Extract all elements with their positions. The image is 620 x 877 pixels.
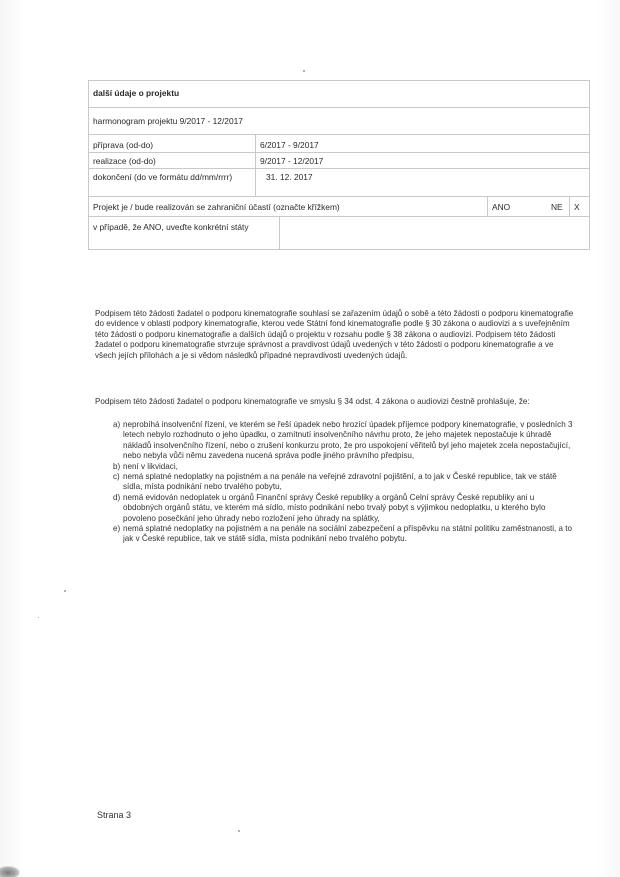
list-item	[95, 524, 575, 545]
list-item-text: nemá evidován nedoplatek u orgánů Finanční správy České republiky a orgánů Celní správy České republiky ani u obdobných orgánů státu, ve kterém má sídlo, místo podnikání nebo trvalý pobyt s výjimkou nedoplatku, u kterého bylo povoleno posečkání jeho úhrady nebo rozložení jeho úhrady na splátky,	[123, 492, 546, 523]
list-item	[95, 472, 575, 493]
list-item	[95, 420, 575, 462]
consent-paragraph: Podpisem této žádosti žadatel o podporu kinematografie souhlasí se zařazením údajů o sobě a této žádosti o podporu kinematografie do evidence v oblasti podpory kinematografie, kterou vede Státní fond kinematografie podle § 30 zákona o audiovizi a s uveřejněním této žádosti o podporu kinematografie a dalších údajů o projektu v rozsahu podle § 38 zákona o audiovizi. Podpisem této žádosti žadatel o podporu kinematografie stvrzuje správnost a pravdivost údajů uvedených v této žádosti o podporu kinematografie a ve všech jejích přílohách a je si vědom následků případné nepravdivosti uvedených údajů.	[95, 309, 574, 360]
scan-speck	[38, 617, 39, 618]
yes-label: ANO	[487, 197, 547, 216]
page-number: Strana 3	[97, 810, 132, 820]
table-countries-row	[89, 217, 589, 249]
table-row	[89, 153, 589, 169]
countries-value[interactable]	[279, 217, 589, 249]
scan-corner-mark	[0, 866, 20, 877]
phase-label: dokončení (do ve formátu dd/mm/rrrr)	[93, 172, 233, 182]
no-checkbox[interactable]: X	[569, 197, 589, 216]
list-item-text: nemá splatné nedoplatky na pojistném a na penále na sociální zabezpečení a příspěvku na státní politiku zaměstnanosti, a to jak v České republice, tak ve státě sídla, místa podnikání nebo trvalého pobytu.	[123, 524, 573, 544]
foreign-question: Projekt je / bude realizován se zahraniční účastí (označte křížkem)	[93, 202, 340, 212]
declaration-list	[95, 420, 575, 545]
list-item-label: b)	[113, 461, 121, 471]
table-section-title-row	[89, 81, 589, 108]
scan-speck	[64, 590, 66, 592]
phase-value: 31. 12. 2017	[255, 169, 589, 196]
table-row	[89, 135, 589, 153]
project-details-table	[88, 80, 590, 250]
schedule-label: harmonogram projektu 9/2017 - 12/2017	[93, 116, 243, 126]
phase-label: realizace (od-do)	[93, 156, 156, 166]
list-item-label: a)	[113, 420, 121, 429]
no-label: NE	[551, 202, 563, 212]
list-item-text: neprobíhá insolvenční řízení, ve kterém se řeší úpadek nebo hrozící úpadek příjemce podpory kinematografie, v posledních 3 letech nebylo rozhodnuto o jeho úpadku, o zamítnutí insolvenčního návrhu proto, že jeho majetek nepostačuje k úhradě nákladů insolvenčního řízení, nebo o zrušení konkurzu proto, že pro uspokojení věřitelů byl jeho majetek zcela nepostačující, nebo nebyla vůči němu zavedena nucená správa podle jiného právního předpisu,	[123, 420, 573, 461]
countries-label: v případě, že ANO, uveďte konkrétní státy	[93, 222, 249, 232]
list-item	[95, 493, 575, 524]
list-item-text: není v likvidaci,	[123, 461, 178, 471]
scan-speck	[238, 830, 240, 832]
list-item-label: d)	[113, 492, 121, 502]
phase-value: 9/2017 - 12/2017	[255, 153, 589, 168]
list-item-text: nemá splatné nedoplatky na pojistném a na penále na veřejné zdravotní pojištění, a to jak v České republice, tak ve státě sídla, místa podnikání nebo trvalého pobytu,	[123, 472, 557, 492]
list-item	[95, 462, 575, 472]
list-item-label: c)	[113, 472, 120, 482]
scan-speck	[303, 70, 305, 72]
section-title: další údaje o projektu	[93, 88, 180, 98]
list-item-label: e)	[113, 524, 121, 534]
table-foreign-row	[89, 197, 589, 217]
phase-value: 6/2017 - 9/2017	[255, 135, 589, 152]
phase-label: příprava (od-do)	[93, 140, 154, 150]
declaration-intro: Podpisem této žádosti žadatel o podporu kinematografie ve smyslu § 34 odst. 4 zákona o audiovizi čestně prohlašuje, že:	[95, 397, 530, 406]
table-schedule-row	[89, 108, 589, 135]
table-row	[89, 169, 589, 197]
